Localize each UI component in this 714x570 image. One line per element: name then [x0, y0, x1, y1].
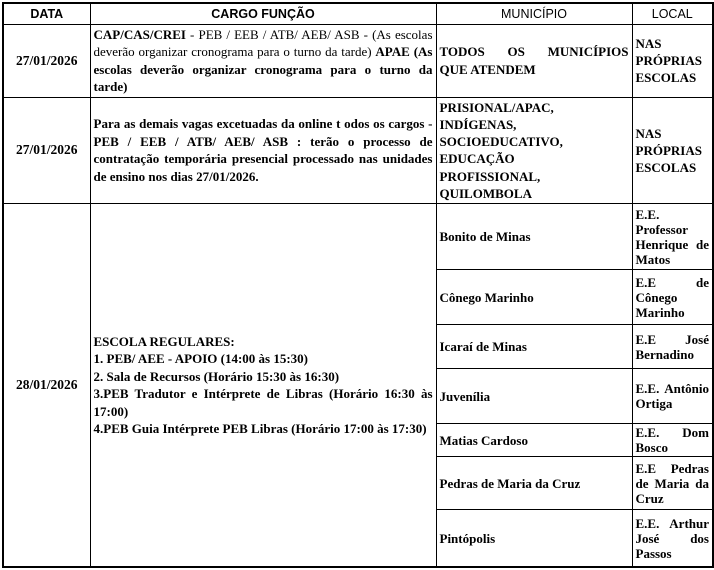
cargo-segment-bold: APAE (As escolas deverão organizar cronograma para o turno da tarde)	[93, 44, 433, 94]
municipio-cell: Pedras de Maria da Cruz	[436, 457, 632, 510]
municipio-line: QUE ATENDEM	[439, 61, 536, 77]
local-cell: E.E. Dom Bosco	[632, 424, 713, 457]
local-cell: E.E José Bernadino	[632, 325, 713, 369]
cargo-line: 4.PEB Guia Intérprete PEB Libras (Horário 17:00 às 17:30)	[93, 421, 427, 437]
local-cell: E.E. Professor Henrique de Matos	[632, 204, 713, 270]
cargo-segment-regular: - PEB / EEB / ATB/ AEB/ ASB - (As escolas deverão organizar cronograma para o turno da tarde)	[93, 26, 433, 59]
local-cell: NAS PRÓPRIAS ESCOLAS	[632, 24, 713, 97]
municipio-line: QUILOMBOLA	[439, 185, 532, 201]
column-header-data: DATA	[3, 3, 90, 24]
municipio-cell: Matias Cardoso	[436, 424, 632, 457]
cargo-line: 1. PEB/ AEE - APOIO (14:00 às 15:30)	[93, 351, 309, 367]
date-cell: 27/01/2026	[3, 97, 90, 204]
table-row	[3, 97, 713, 204]
municipio-cell: Cônego Marinho	[436, 270, 632, 325]
header-row	[3, 3, 713, 24]
column-header-cargo: CARGO FUNÇÃO	[90, 3, 436, 24]
cargo-segment-bold: CAP/CAS/CREI	[93, 26, 186, 42]
local-cell: E.E de Cônego Marinho	[632, 270, 713, 325]
municipio-cell: Juvenília	[436, 369, 632, 424]
municipio-cell	[436, 24, 632, 97]
municipio-line: PROFISSIONAL,	[439, 168, 541, 184]
municipio-line: TODOS OS MUNICÍPIOS	[439, 44, 629, 60]
local-cell: E.E Pedras de Maria da Cruz	[632, 457, 713, 510]
column-header-municipio: MUNICÍPIO	[436, 3, 632, 24]
municipio-cell: Icaraí de Minas	[436, 325, 632, 369]
column-header-local: LOCAL	[632, 3, 713, 24]
municipio-line: PRISIONAL/APAC,	[439, 99, 554, 115]
cargo-line: 2. Sala de Recursos (Horário 15:30 às 16:30)	[93, 368, 340, 384]
municipio-cell	[436, 97, 632, 204]
local-cell: NAS PRÓPRIAS ESCOLAS	[632, 97, 713, 204]
municipio-cell: Pintópolis	[436, 510, 632, 567]
table-row	[3, 204, 713, 270]
schedule-table	[2, 2, 714, 568]
local-cell: E.E. Antônio Ortiga	[632, 369, 713, 424]
municipio-line: EDUCAÇÃO	[439, 151, 515, 167]
cargo-line: ESCOLA REGULARES:	[93, 333, 235, 349]
cargo-line: 3.PEB Tradutor e Intérprete de Libras (Horário 16:30 às 17:00)	[93, 386, 433, 419]
cargo-cell	[90, 24, 436, 97]
table-row	[3, 24, 713, 97]
municipio-cell: Bonito de Minas	[436, 204, 632, 270]
cargo-cell	[90, 204, 436, 567]
local-cell: E.E. Arthur José dos Passos	[632, 510, 713, 567]
municipio-line: SOCIOEDUCATIVO,	[439, 134, 563, 150]
date-cell: 27/01/2026	[3, 24, 90, 97]
date-cell: 28/01/2026	[3, 204, 90, 567]
municipio-line: INDÍGENAS,	[439, 116, 517, 132]
cargo-cell: Para as demais vagas excetuadas da online t odos os cargos - PEB / EEB / ATB/ AEB/ ASB : terão o processo de contratação temporária presencial processado nas unidades de ensino nos dias 27/01/2026.	[90, 97, 436, 204]
